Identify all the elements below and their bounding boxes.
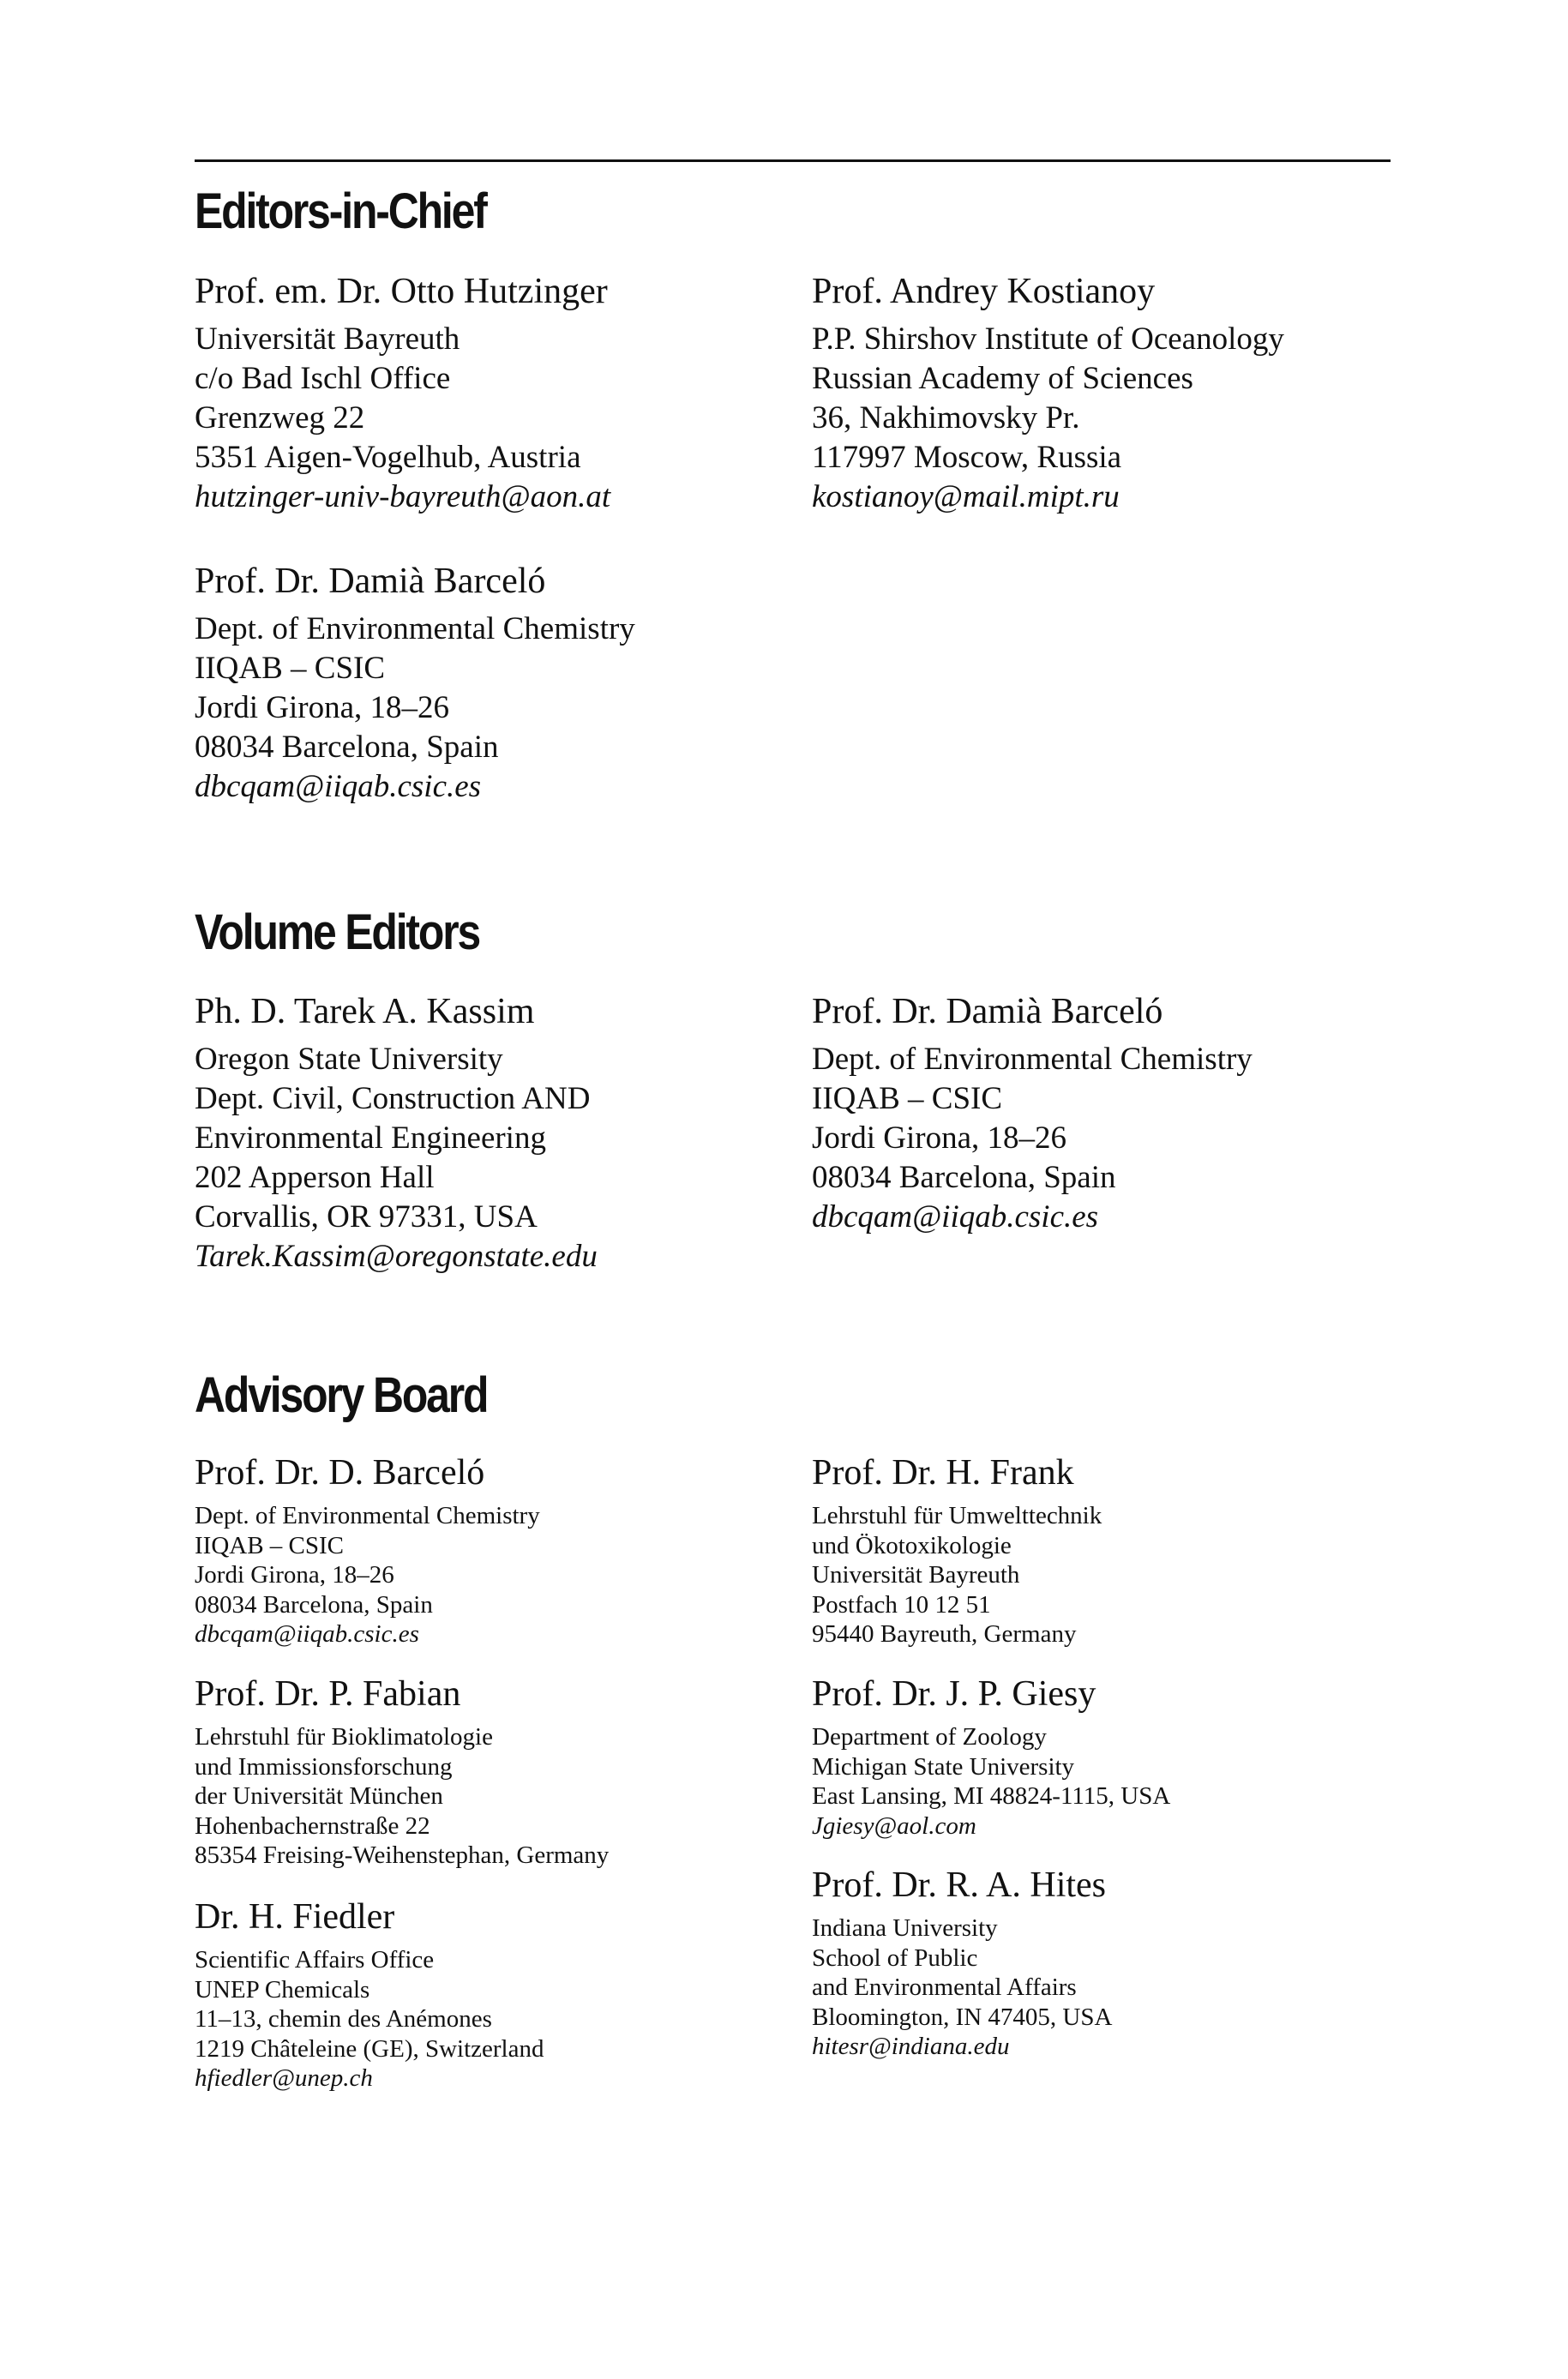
address-line: Jordi Girona, 18–26 xyxy=(195,690,449,725)
address-line: 202 Apperson Hall xyxy=(195,1160,435,1195)
editor-name: Ph. D. Tarek A. Kassim xyxy=(195,992,535,1031)
heading-editors-in-chief: Editors-in-Chief xyxy=(195,183,486,239)
address-line: P.P. Shirshov Institute of Oceanology xyxy=(812,321,1284,357)
heading-volume-editors: Volume Editors xyxy=(195,904,480,960)
heading-advisory-board: Advisory Board xyxy=(195,1367,488,1423)
member-name: Dr. H. Fiedler xyxy=(195,1897,395,1937)
address-line: 08034 Barcelona, Spain xyxy=(195,1590,433,1619)
email-link[interactable]: hutzinger-univ-bayreuth@aon.at xyxy=(195,479,611,514)
editor-name: Prof. Dr. Damià Barceló xyxy=(195,562,546,601)
address-line: 85354 Freising-Weihenstephan, Germany xyxy=(195,1841,610,1869)
address-line: Bloomington, IN 47405, USA xyxy=(812,2003,1113,2031)
editor-name: Prof. Dr. Damià Barceló xyxy=(812,992,1163,1031)
address-line: Russian Academy of Sciences xyxy=(812,361,1193,396)
editor-in-chief-kostianoy xyxy=(812,272,1284,517)
member-name: Prof. Dr. D. Barceló xyxy=(195,1453,485,1493)
advisory-member-fabian xyxy=(195,1674,609,1871)
address-line: Environmental Engineering xyxy=(195,1120,546,1156)
member-name: Prof. Dr. H. Frank xyxy=(812,1453,1074,1493)
address-line: Jordi Girona, 18–26 xyxy=(812,1120,1066,1156)
address-line: c/o Bad Ischl Office xyxy=(195,361,451,396)
address-line: School of Public xyxy=(812,1943,978,1972)
address-line: 36, Nakhimovsky Pr. xyxy=(812,400,1080,436)
volume-editor-barcelo xyxy=(812,992,1253,1237)
advisory-member-frank xyxy=(812,1453,1102,1649)
address-line: und Ökotoxikologie xyxy=(812,1531,1012,1559)
address-line: 5351 Aigen-Vogelhub, Austria xyxy=(195,440,581,475)
address-line: 117997 Moscow, Russia xyxy=(812,440,1122,475)
email-link[interactable]: Tarek.Kassim@oregonstate.edu xyxy=(195,1239,598,1274)
advisory-member-barcelo xyxy=(195,1453,540,1649)
email-link[interactable]: dbcqam@iiqab.csic.es xyxy=(812,1199,1099,1235)
editor-name: Prof. em. Dr. Otto Hutzinger xyxy=(195,272,608,311)
address-line: 95440 Bayreuth, Germany xyxy=(812,1620,1077,1648)
member-name: Prof. Dr. P. Fabian xyxy=(195,1674,461,1714)
top-rule xyxy=(195,159,1391,162)
advisory-member-giesy xyxy=(812,1674,1170,1841)
address-line: IIQAB – CSIC xyxy=(195,651,386,686)
address-line: UNEP Chemicals xyxy=(195,1975,370,2004)
editor-in-chief-hutzinger xyxy=(195,272,610,517)
email-link[interactable]: kostianoy@mail.mipt.ru xyxy=(812,479,1120,514)
address-line: Scientific Affairs Office xyxy=(195,1946,435,1973)
email-link[interactable]: dbcqam@iiqab.csic.es xyxy=(195,769,482,804)
address-line: Hohenbachernstraße 22 xyxy=(195,1811,430,1840)
address-line: Dept. of Environmental Chemistry xyxy=(812,1042,1253,1077)
address-line: 08034 Barcelona, Spain xyxy=(195,730,499,765)
address-line: Postfach 10 12 51 xyxy=(812,1590,991,1619)
address-line: Lehrstuhl für Umwelttechnik xyxy=(812,1502,1102,1529)
advisory-member-hites xyxy=(812,1865,1112,2062)
address-line: 08034 Barcelona, Spain xyxy=(812,1160,1116,1195)
address-line: der Universität München xyxy=(195,1782,443,1810)
address-line: and Environmental Affairs xyxy=(812,1973,1077,2001)
address-line: Grenzweg 22 xyxy=(195,400,365,436)
address-line: Michigan State University xyxy=(812,1752,1075,1781)
address-line: 11–13, chemin des Anémones xyxy=(195,2005,492,2033)
address-line: Indiana University xyxy=(812,1914,998,1942)
member-name: Prof. Dr. J. P. Giesy xyxy=(812,1674,1096,1714)
address-line: Lehrstuhl für Bioklimatologie xyxy=(195,1723,493,1751)
address-line: IIQAB – CSIC xyxy=(195,1531,345,1559)
address-line: Oregon State University xyxy=(195,1042,503,1077)
editor-name: Prof. Andrey Kostianoy xyxy=(812,272,1156,311)
address-line: Department of Zoology xyxy=(812,1723,1047,1751)
address-line: Jordi Girona, 18–26 xyxy=(195,1561,394,1589)
address-line: IIQAB – CSIC xyxy=(812,1081,1003,1116)
address-line: und Immissionsforschung xyxy=(195,1752,453,1781)
address-line: Dept. of Environmental Chemistry xyxy=(195,611,635,646)
email-link[interactable]: hfiedler@unep.ch xyxy=(195,2064,373,2092)
email-link[interactable]: Jgiesy@aol.com xyxy=(812,1811,976,1840)
volume-editor-kassim xyxy=(195,992,598,1277)
address-line: Universität Bayreuth xyxy=(812,1561,1020,1589)
address-line: Corvallis, OR 97331, USA xyxy=(195,1199,538,1235)
email-link[interactable]: hitesr@indiana.edu xyxy=(812,2033,1010,2060)
address-line: East Lansing, MI 48824-1115, USA xyxy=(812,1782,1171,1810)
address-line: 1219 Châteleine (GE), Switzerland xyxy=(195,2034,544,2063)
address-line: Dept. Civil, Construction AND xyxy=(195,1081,591,1116)
address-line: Universität Bayreuth xyxy=(195,321,460,357)
editor-in-chief-barcelo xyxy=(195,562,635,807)
email-link[interactable]: dbcqam@iiqab.csic.es xyxy=(195,1620,419,1648)
member-name: Prof. Dr. R. A. Hites xyxy=(812,1865,1107,1905)
address-line: Dept. of Environmental Chemistry xyxy=(195,1502,540,1529)
advisory-member-fiedler xyxy=(195,1897,544,2094)
